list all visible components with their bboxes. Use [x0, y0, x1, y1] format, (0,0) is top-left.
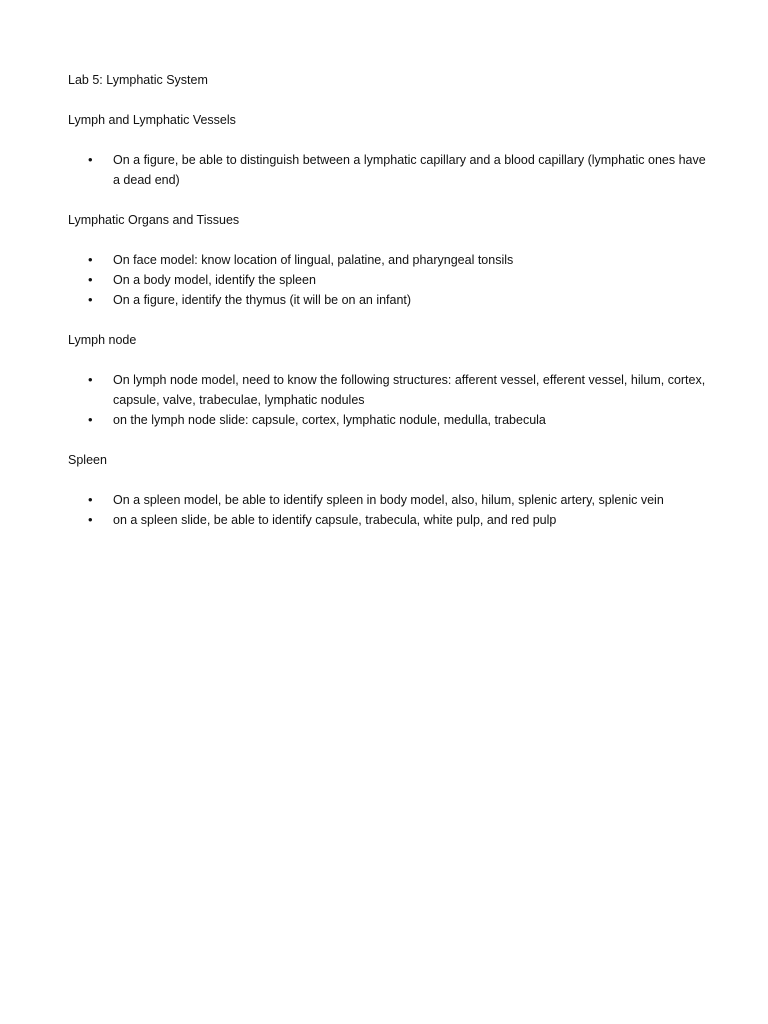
bullet-icon: • — [88, 492, 93, 507]
list-item — [68, 510, 708, 530]
list-item-text: on the lymph node slide: capsule, cortex, lymphatic nodule, medulla, trabecula — [113, 413, 546, 427]
bullet-icon: • — [88, 152, 93, 167]
bullet-icon: • — [88, 252, 93, 267]
list-item — [68, 290, 708, 310]
document-page — [68, 70, 708, 550]
section-heading: Spleen — [68, 453, 107, 467]
list-item — [68, 250, 708, 270]
section-heading: Lymph node — [68, 333, 137, 347]
list-item-text: on a spleen slide, be able to identify capsule, trabecula, white pulp, and red pulp — [113, 513, 557, 527]
list-item — [68, 150, 708, 190]
section-heading: Lymph and Lymphatic Vessels — [68, 113, 236, 127]
section-heading: Lymphatic Organs and Tissues — [68, 213, 240, 227]
bullet-list — [68, 370, 708, 430]
list-item — [68, 490, 708, 510]
bullet-icon: • — [88, 412, 93, 427]
bullet-icon: • — [88, 272, 93, 287]
list-item — [68, 270, 708, 290]
list-item — [68, 410, 708, 430]
bullet-list — [68, 250, 708, 310]
bullet-list — [68, 150, 708, 190]
list-item — [68, 370, 708, 410]
list-item-text: On a figure, be able to distinguish between a lymphatic capillary and a blood capillary (lymphatic ones have a dead end) — [113, 153, 706, 187]
document-title: Lab 5: Lymphatic System — [68, 73, 208, 87]
list-item-text: On a body model, identify the spleen — [113, 273, 316, 287]
bullet-list — [68, 490, 708, 530]
list-item-text: On face model: know location of lingual, palatine, and pharyngeal tonsils — [113, 253, 514, 267]
list-item-text: On a spleen model, be able to identify spleen in body model, also, hilum, splenic artery, splenic vein — [113, 493, 664, 507]
bullet-icon: • — [88, 292, 93, 307]
bullet-icon: • — [88, 372, 93, 387]
bullet-icon: • — [88, 512, 93, 527]
list-item-text: On a figure, identify the thymus (it will be on an infant) — [113, 293, 412, 307]
list-item-text: On lymph node model, need to know the following structures: afferent vessel, efferent vessel, hilum, cortex, capsule, valve, trabeculae, lymphatic nodules — [113, 373, 706, 407]
